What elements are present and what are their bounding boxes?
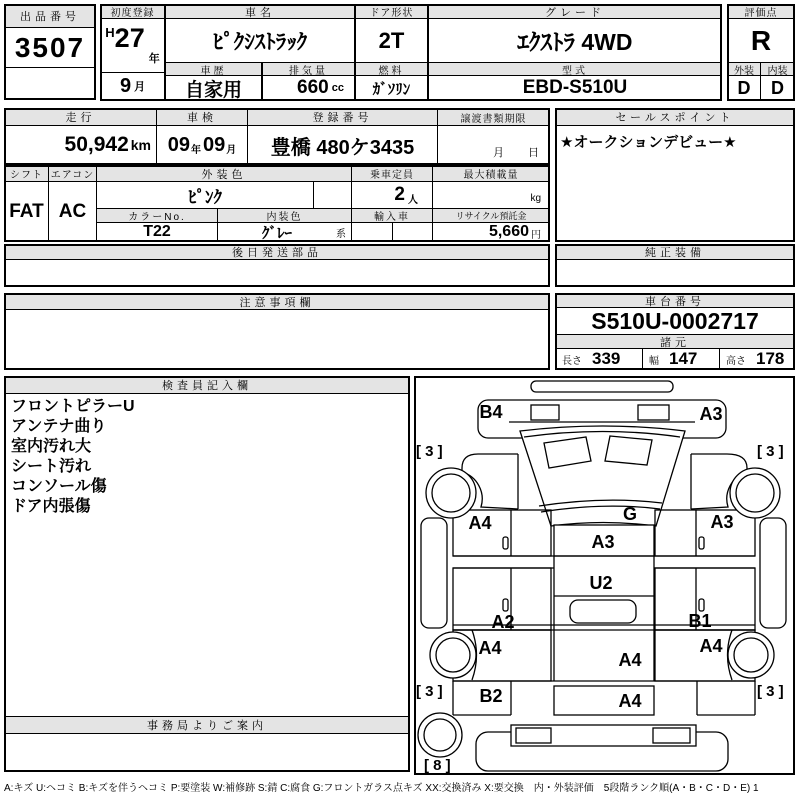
damage-bed-side-left: A2 (491, 612, 515, 632)
recycle-number: 5,660 (488, 223, 529, 240)
sales-point-text: ★オークションデビュー★ (560, 134, 737, 151)
model-code-header: 型式 (428, 62, 722, 76)
front-edge-bar (531, 381, 673, 392)
grade-value: ｴｸｽﾄﾗ 4WD (428, 18, 722, 63)
displacement-unit: cc (331, 82, 344, 94)
interior-color-suffix: 系 (335, 228, 346, 240)
color-no-value: T22 (96, 222, 218, 242)
caution-header: 注意事項欄 (4, 293, 550, 310)
mileage-header: 走行 (4, 108, 157, 126)
first-registration-month: 9 (119, 74, 132, 97)
spec-width-cell (642, 348, 720, 370)
spare-tire (418, 713, 462, 757)
inspector-note: 室内汚れ大 (11, 438, 92, 455)
shift-value: FAT (4, 181, 49, 242)
caution-body (4, 309, 550, 370)
height-label: 高さ (726, 355, 746, 367)
shaken-year-unit: 年 (191, 144, 201, 156)
shaken-month-unit: 月 (226, 144, 237, 156)
interior-color-name: ｸﾞﾚｰ (261, 224, 292, 242)
aircon-value: AC (48, 181, 97, 242)
inspector-notes-body (4, 393, 410, 717)
spec-length-cell (555, 348, 643, 370)
damage-tailgate: A4 (618, 691, 642, 711)
later-parts-body (4, 259, 550, 287)
damage-roof: A3 (591, 532, 615, 552)
exterior-color-header: 外装色 (96, 165, 352, 182)
interior-score-header: 内装 (760, 62, 795, 76)
lot-number-header: 出品番号 (4, 4, 96, 28)
grade-header: グレード (428, 4, 722, 19)
door-shape-value: 2T (355, 18, 428, 63)
import-header: 輸入車 (351, 208, 433, 223)
side-rail-left (421, 518, 447, 628)
damage-door-right: A3 (710, 512, 734, 532)
shaken-year: 09 (167, 133, 190, 156)
max-load-header: 最大積載量 (432, 165, 550, 182)
inspector-note: フロントピラーU (11, 398, 135, 415)
first-registration-year-cell (100, 18, 165, 73)
wheel-rear-left (430, 632, 476, 678)
month-unit: 月 (134, 81, 146, 93)
chassis-number-value: S510U-0002717 (555, 307, 795, 335)
car-name-value: ﾋﾟｸｼｽﾄﾗｯｸ (165, 18, 355, 63)
damage-front-bumper-left: B4 (479, 402, 503, 422)
rear-window (570, 600, 636, 623)
spare-tire-mark: [ 8 ] (424, 757, 451, 774)
inspector-note: アンテナ曲り (11, 418, 107, 435)
damage-windshield: G (622, 504, 638, 524)
recycle-unit: 円 (531, 230, 541, 241)
exterior-color-empty-cell (313, 181, 352, 209)
color-no-header: カラーNo. (96, 208, 218, 223)
door-handle-right (699, 537, 704, 549)
mileage-value (4, 125, 157, 165)
capacity-header: 乗車定員 (351, 165, 433, 182)
car-history-value: 自家用 (165, 75, 262, 101)
capacity-unit: 人 (408, 194, 418, 206)
door-handle-left (503, 537, 508, 549)
displacement-header: 排気量 (262, 62, 355, 76)
damage-front-bumper-right: A3 (699, 404, 723, 424)
inspector-notes-header: 検査員記入欄 (4, 376, 410, 394)
import-empty-cell-1 (351, 222, 393, 242)
length-value: 339 (592, 349, 621, 368)
door-right-panel (655, 510, 755, 556)
recycle-deposit-value (432, 222, 550, 242)
tire-mark-front-right: [ 3 ] (757, 443, 784, 460)
interior-color-value (217, 222, 352, 242)
tire-mark-rear-left: [ 3 ] (416, 683, 443, 700)
inspector-note: シート汚れ (11, 458, 92, 475)
lot-number-value: 3507 (4, 27, 96, 68)
shift-header: シフト (4, 165, 49, 182)
door-shape-header: ドア形状 (355, 4, 428, 19)
wheel-front-right (730, 468, 780, 518)
capacity-value (351, 181, 433, 209)
damage-rear-fender-right: A4 (699, 636, 723, 656)
specs-header: 諸元 (555, 334, 795, 349)
import-empty-cell-2 (392, 222, 433, 242)
damage-bed-lower-left: B2 (479, 686, 503, 706)
inspector-note: ドア内張傷 (11, 498, 91, 515)
damage-bed-side-right: B1 (688, 611, 712, 631)
registration-number-value: 豊橋 480ケ3435 (247, 125, 438, 165)
transfer-deadline-header: 譲渡書類期限 (437, 108, 550, 126)
damage-bed-center: A4 (618, 650, 642, 670)
shaken-header: 車検 (156, 108, 248, 126)
era-label: H (105, 25, 115, 40)
year-unit: 年 (148, 53, 160, 65)
tire-mark-rear-right: [ 3 ] (757, 683, 784, 700)
exterior-color-value: ﾋﾟﾝｸ (96, 181, 314, 209)
inspector-note: コンソール傷 (11, 478, 107, 495)
first-registration-month-cell (100, 72, 165, 100)
damage-rear-fender-left: A4 (478, 638, 502, 658)
side-rail-right (760, 518, 786, 628)
exterior-score-header: 外装 (727, 62, 761, 76)
sales-point-body (555, 125, 795, 242)
interior-color-header: 内装色 (217, 208, 352, 223)
shaken-value (156, 125, 248, 165)
office-info-header: 事務局よりご案内 (4, 716, 410, 734)
score-value: R (727, 18, 795, 63)
wheel-front-left (426, 468, 476, 518)
displacement-value (262, 75, 355, 101)
max-load-value (432, 181, 550, 209)
sales-point-header: セールスポイント (555, 108, 795, 126)
damage-cab-back: U2 (589, 573, 613, 593)
max-load-unit: kg (530, 193, 541, 204)
mileage-unit: km (130, 137, 151, 153)
damage-door-left: A4 (468, 513, 492, 533)
first-registration-year: 27 (114, 23, 145, 53)
interior-score-value: D (760, 75, 795, 101)
first-registration-header: 初度登録 (100, 4, 165, 19)
mileage-number: 50,942 (64, 133, 129, 156)
length-label: 長さ (562, 355, 582, 367)
displacement-number: 660 (297, 77, 329, 98)
aircon-header: エアコン (48, 165, 97, 182)
genuine-equipment-body (555, 259, 795, 287)
deadline-month-label: 月 (493, 147, 504, 159)
chassis-number-header: 車台番号 (555, 293, 795, 308)
wheel-rear-right (728, 632, 774, 678)
fuel-header: 燃料 (355, 62, 428, 76)
office-info-body (4, 733, 410, 772)
height-value: 178 (756, 349, 785, 368)
score-header: 評価点 (727, 4, 795, 19)
exterior-score-value: D (727, 75, 761, 101)
recycle-deposit-header: リサイクル預託金 (432, 208, 550, 223)
model-code-value: EBD-S510U (428, 75, 722, 101)
lot-number-empty-cell (4, 67, 96, 100)
car-history-header: 車歴 (165, 62, 262, 76)
width-label: 幅 (649, 355, 659, 367)
fuel-value: ｶﾞｿﾘﾝ (355, 75, 428, 101)
legend-text: A:キズ U:ヘコミ B:キズを伴うヘコミ P:要塗装 W:補修跡 S:錆 C:腐食 G:フロントガラス点キズ XX:交換済み X:要交換 内・外装評価 5段階ランク順(A・B・C・D・E) 1 (4, 783, 759, 794)
registration-number-header: 登録番号 (247, 108, 438, 126)
genuine-equipment-header: 純正装備 (555, 244, 795, 260)
later-parts-header: 後日発送部品 (4, 244, 550, 260)
tire-mark-front-left: [ 3 ] (416, 443, 443, 460)
width-value: 147 (669, 349, 698, 368)
capacity-number: 2 (394, 184, 405, 205)
shaken-month: 09 (203, 133, 226, 156)
transfer-deadline-value (437, 125, 550, 165)
spec-height-cell (719, 348, 795, 370)
deadline-day-label: 日 (528, 147, 539, 159)
car-name-header: 車名 (165, 4, 355, 19)
vehicle-damage-diagram (414, 376, 795, 775)
